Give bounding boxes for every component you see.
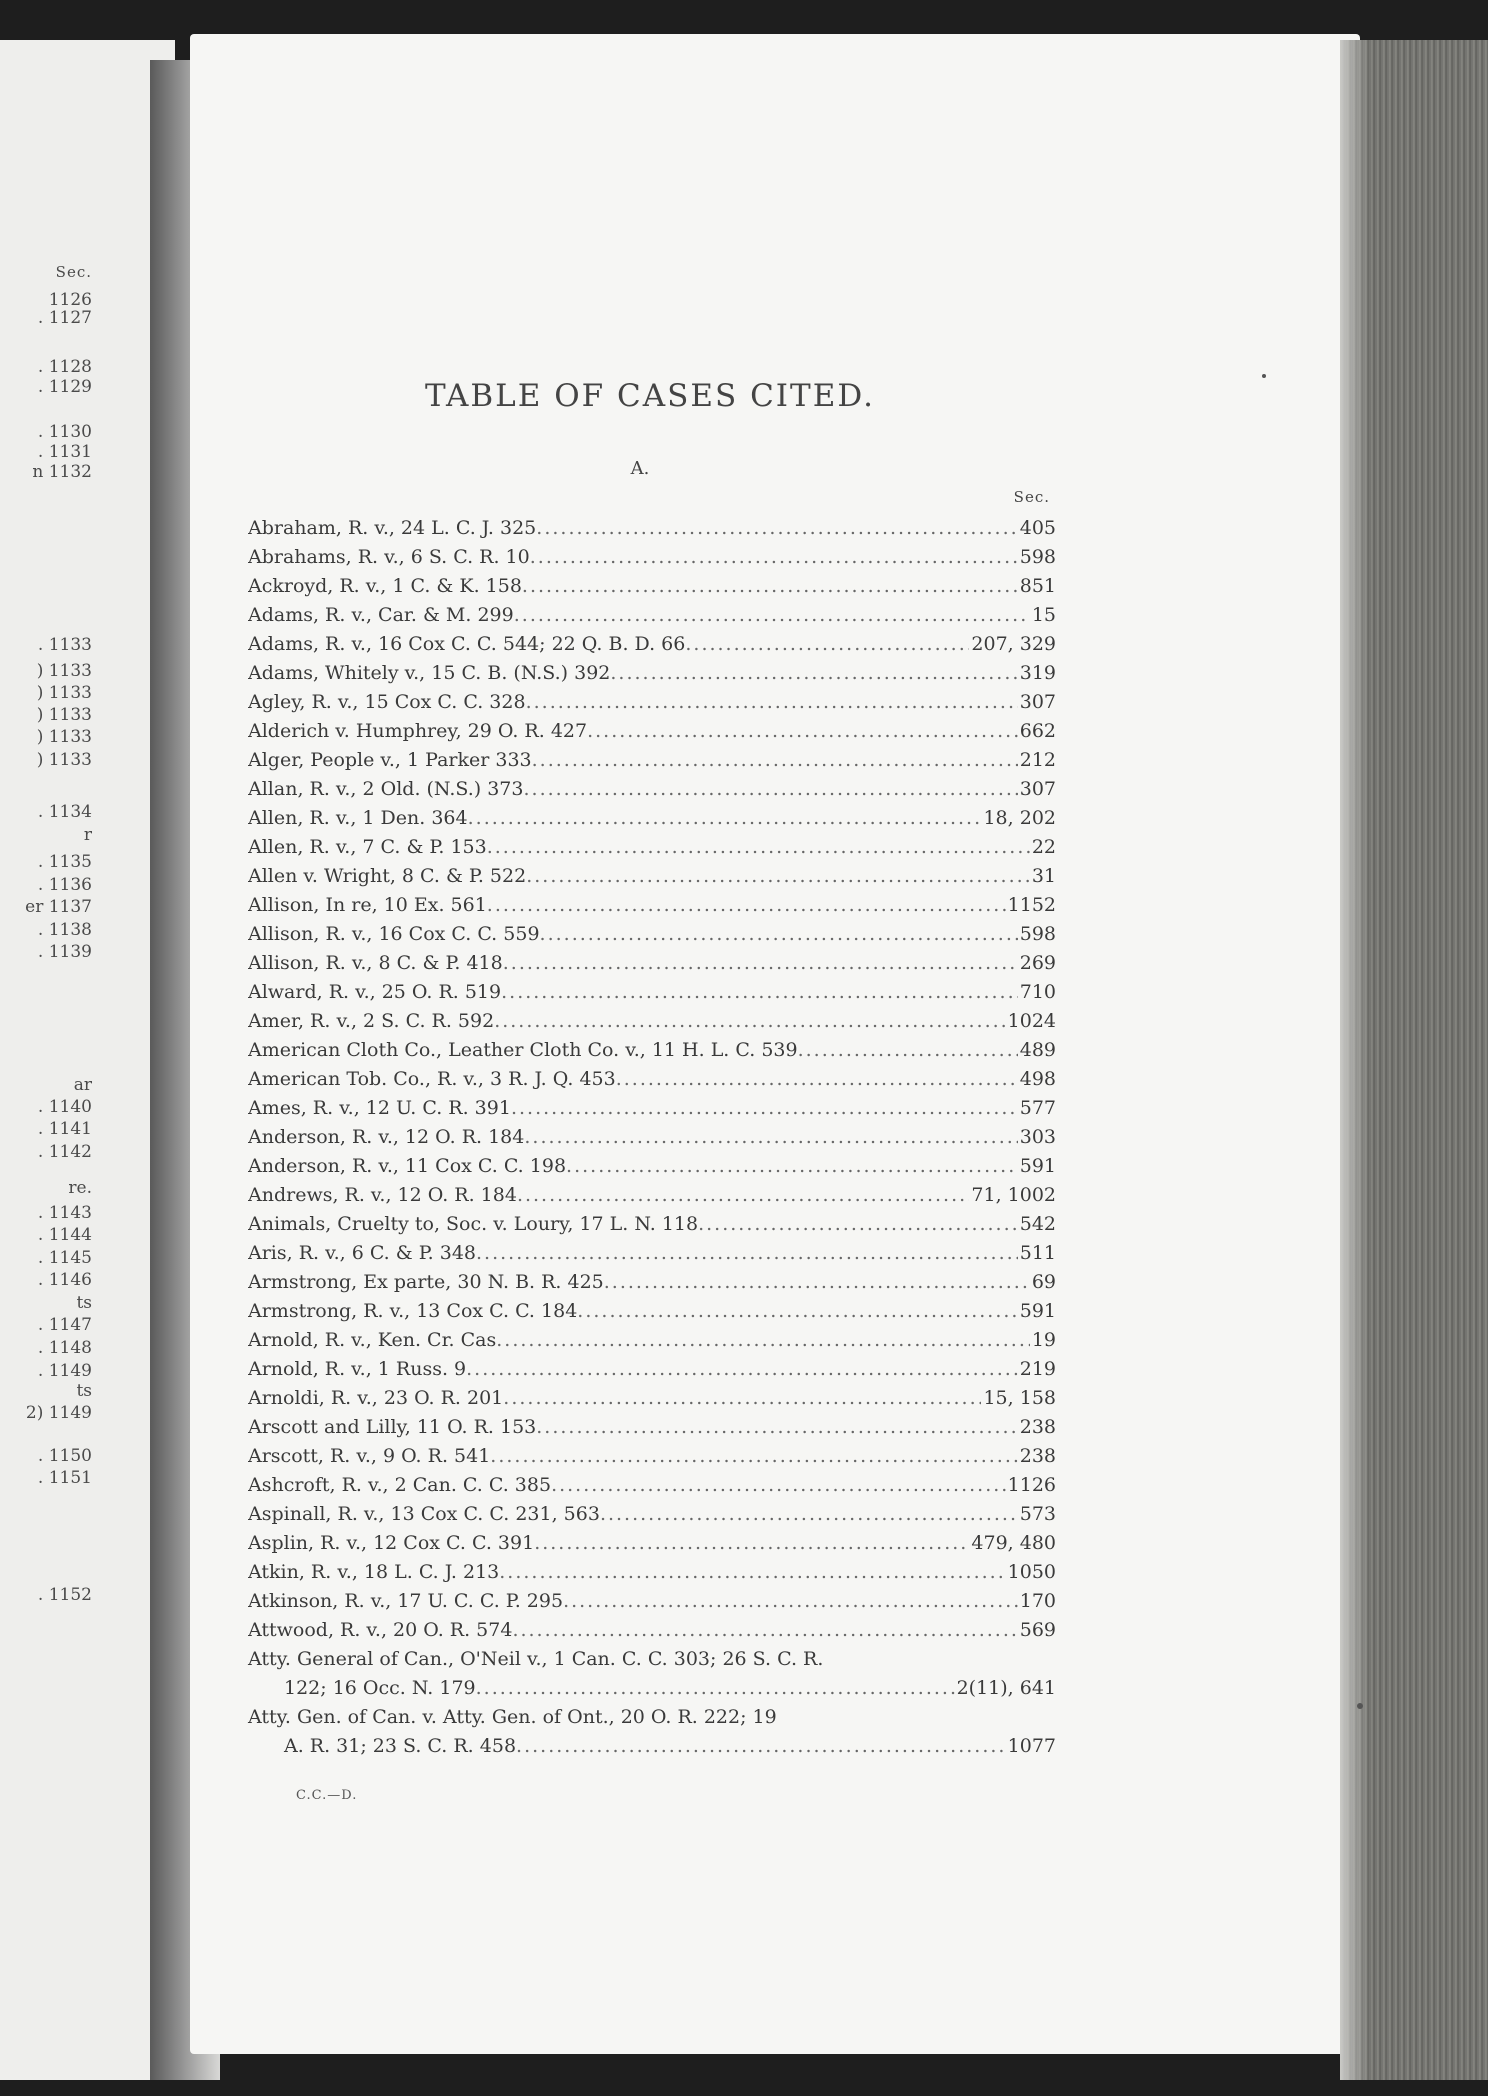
case-entry xyxy=(248,1326,1056,1355)
case-entry xyxy=(248,1268,1056,1297)
section-number: 212 xyxy=(1019,749,1056,771)
case-name: Arnold, R. v., 1 Russ. 9 xyxy=(248,1358,467,1380)
dot-leader xyxy=(698,1210,1018,1239)
section-number: 1126 xyxy=(1007,1474,1056,1496)
case-name: American Cloth Co., Leather Cloth Co. v., 11 H. L. C. 539 xyxy=(248,1039,798,1061)
case-entry xyxy=(248,1036,1056,1065)
case-name-continuation: A. R. 31; 23 S. C. R. 458 xyxy=(284,1735,517,1757)
case-name: Adams, R. v., 16 Cox C. C. 544; 22 Q. B. D. 66 xyxy=(248,633,686,655)
case-entry xyxy=(248,891,1056,920)
case-name: Alward, R. v., 25 O. R. 519 xyxy=(248,981,502,1003)
section-number: 18, 202 xyxy=(983,807,1056,829)
dot-leader xyxy=(503,1384,981,1413)
section-number: 170 xyxy=(1019,1590,1056,1612)
case-name: Aspinall, R. v., 13 Cox C. C. 231, 563 xyxy=(248,1503,600,1525)
dot-leader xyxy=(600,1500,1018,1529)
dot-leader xyxy=(476,1674,957,1703)
case-name: Anderson, R. v., 11 Cox C. C. 198 xyxy=(248,1155,567,1177)
section-column-header: Sec. xyxy=(1013,488,1050,506)
case-entry xyxy=(248,1181,1056,1210)
case-entry xyxy=(248,1703,1056,1761)
dot-leader xyxy=(514,601,1030,630)
case-entry xyxy=(248,1152,1056,1181)
case-name: Arscott, R. v., 9 O. R. 541 xyxy=(248,1445,491,1467)
dot-leader xyxy=(530,543,1018,572)
prev-page-fragment: . 1148 xyxy=(37,1338,92,1358)
case-entry xyxy=(248,1123,1056,1152)
section-number: 569 xyxy=(1019,1619,1056,1641)
case-entry xyxy=(248,920,1056,949)
section-number: 15, 158 xyxy=(983,1387,1056,1409)
section-number: 319 xyxy=(1019,662,1056,684)
prev-page-fragment: ts xyxy=(76,1381,92,1401)
prev-page-fragment: r xyxy=(83,825,92,845)
case-entry xyxy=(248,717,1056,746)
case-entry xyxy=(248,862,1056,891)
section-number: 238 xyxy=(1019,1416,1056,1438)
dot-leader xyxy=(468,804,982,833)
case-entry xyxy=(248,1297,1056,1326)
prev-page-fragment: . 1131 xyxy=(37,442,92,462)
case-entry xyxy=(248,1616,1056,1645)
prev-page-fragment: . 1146 xyxy=(37,1270,92,1290)
section-number: 19 xyxy=(1031,1329,1056,1351)
case-name: Atty. Gen. of Can. v. Atty. Gen. of Ont., 20 O. R. 222; 19 xyxy=(248,1706,777,1728)
case-name: Allan, R. v., 2 Old. (N.S.) 373 xyxy=(248,778,524,800)
section-number: 598 xyxy=(1019,546,1056,568)
section-number: 307 xyxy=(1019,778,1056,800)
case-entry xyxy=(248,978,1056,1007)
dot-leader xyxy=(490,1442,1017,1471)
previous-page xyxy=(0,40,175,2080)
case-name-continued xyxy=(248,1674,1056,1703)
prev-page-fragment: . 1143 xyxy=(37,1203,92,1223)
prev-page-fragment: . 1130 xyxy=(37,422,92,442)
section-letter: A. xyxy=(630,458,650,479)
dot-leader xyxy=(577,1297,1017,1326)
case-entry xyxy=(248,514,1056,543)
case-name: Armstrong, R. v., 13 Cox C. C. 184 xyxy=(248,1300,578,1322)
prev-page-fragment: . 1147 xyxy=(37,1315,92,1335)
case-name: Andrews, R. v., 12 O. R. 184 xyxy=(248,1184,517,1206)
case-name: Abrahams, R. v., 6 S. C. R. 10 xyxy=(248,546,530,568)
prev-page-fragment: ) 1133 xyxy=(36,661,92,681)
prev-page-fragment: . 1149 xyxy=(37,1361,92,1381)
section-number: 219 xyxy=(1019,1358,1056,1380)
prev-page-fragment: . 1145 xyxy=(37,1248,92,1268)
dot-leader xyxy=(798,1036,1018,1065)
case-name-continuation: 122; 16 Occ. N. 179 xyxy=(284,1677,476,1699)
dot-leader xyxy=(536,514,1017,543)
case-name: American Tob. Co., R. v., 3 R. J. Q. 453 xyxy=(248,1068,616,1090)
case-entry xyxy=(248,572,1056,601)
case-entry xyxy=(248,1413,1056,1442)
prev-page-fragment: . 1135 xyxy=(37,852,92,872)
prev-page-fragment: . 1151 xyxy=(37,1468,92,1488)
section-number: 71, 1002 xyxy=(971,1184,1056,1206)
prev-page-fragment: . 1128 xyxy=(37,357,92,377)
section-number: 542 xyxy=(1019,1213,1056,1235)
case-name: Agley, R. v., 15 Cox C. C. 328 xyxy=(248,691,526,713)
section-number: 577 xyxy=(1019,1097,1056,1119)
case-name: Ames, R. v., 12 U. C. R. 391 xyxy=(248,1097,511,1119)
section-number: 1050 xyxy=(1007,1561,1056,1583)
section-number: 710 xyxy=(1019,981,1056,1003)
dot-leader xyxy=(516,1732,1008,1761)
case-entry xyxy=(248,1094,1056,1123)
prev-page-fragment: . 1142 xyxy=(37,1142,92,1162)
prev-page-fragment: n 1132 xyxy=(32,462,92,482)
prev-page-fragment: . 1134 xyxy=(37,802,92,822)
prev-page-fragment: ts xyxy=(76,1293,92,1313)
case-name: Animals, Cruelty to, Soc. v. Loury, 17 L. N. 118 xyxy=(248,1213,699,1235)
section-number: 1024 xyxy=(1007,1010,1056,1032)
prev-page-fragment: . 1136 xyxy=(37,875,92,895)
case-name: Amer, R. v., 2 S. C. R. 592 xyxy=(248,1010,495,1032)
page-edges xyxy=(1340,40,1488,2080)
dot-leader xyxy=(604,1268,1030,1297)
scan-speck xyxy=(1357,1703,1363,1709)
dot-leader xyxy=(524,1123,1017,1152)
case-entry xyxy=(248,1210,1056,1239)
prev-page-fragment: . 1133 xyxy=(37,635,92,655)
section-number: 573 xyxy=(1019,1503,1056,1525)
prev-page-fragment: 1126 xyxy=(48,290,92,310)
case-name: Alderich v. Humphrey, 29 O. R. 427 xyxy=(248,720,588,742)
case-name: Adams, R. v., Car. & M. 299 xyxy=(248,604,514,626)
case-entry xyxy=(248,1587,1056,1616)
case-name: Alger, People v., 1 Parker 333 xyxy=(248,749,532,771)
case-entry xyxy=(248,833,1056,862)
case-entry xyxy=(248,1355,1056,1384)
case-entry xyxy=(248,949,1056,978)
section-number: 489 xyxy=(1019,1039,1056,1061)
dot-leader xyxy=(551,1471,1006,1500)
dot-leader xyxy=(494,1007,1005,1036)
prev-page-fragment: re. xyxy=(68,1178,92,1198)
section-number: 1077 xyxy=(1007,1735,1056,1757)
dot-leader xyxy=(616,1065,1018,1094)
dot-leader xyxy=(496,1326,1030,1355)
section-number: 31 xyxy=(1031,865,1056,887)
case-entry xyxy=(248,1500,1056,1529)
dot-leader xyxy=(487,833,1030,862)
case-entry xyxy=(248,1007,1056,1036)
case-name: Allen, R. v., 7 C. & P. 153 xyxy=(248,836,487,858)
prev-page-fragment: . 1139 xyxy=(37,942,92,962)
case-name: Ackroyd, R. v., 1 C. & K. 158 xyxy=(248,575,522,597)
dot-leader xyxy=(610,659,1017,688)
prev-page-fragment: . 1141 xyxy=(37,1119,92,1139)
case-entry xyxy=(248,1529,1056,1558)
prev-page-fragment: . 1150 xyxy=(37,1446,92,1466)
prev-page-fragment: . 1140 xyxy=(37,1097,92,1117)
prev-page-fragment: Sec. xyxy=(55,263,92,281)
case-entry xyxy=(248,659,1056,688)
case-name: Atty. General of Can., O'Neil v., 1 Can. C. C. 303; 26 S. C. R. xyxy=(248,1648,824,1670)
dot-leader xyxy=(566,1152,1018,1181)
dot-leader xyxy=(501,978,1018,1007)
prev-page-fragment: 2) 1149 xyxy=(25,1403,92,1423)
dot-leader xyxy=(536,1413,1017,1442)
case-name: Atkinson, R. v., 17 U. C. C. P. 295 xyxy=(248,1590,564,1612)
page-title: TABLE OF CASES CITED. xyxy=(425,378,875,414)
dot-leader xyxy=(587,717,1018,746)
prev-page-fragment: . 1152 xyxy=(37,1585,92,1605)
dot-leader xyxy=(534,1529,969,1558)
case-name: Allison, R. v., 8 C. & P. 418 xyxy=(248,952,503,974)
case-entry xyxy=(248,601,1056,630)
dot-leader xyxy=(526,862,1030,891)
case-entry xyxy=(248,804,1056,833)
case-name: Armstrong, Ex parte, 30 N. B. R. 425 xyxy=(248,1271,604,1293)
scan-speck xyxy=(1262,374,1266,378)
case-entry xyxy=(248,1442,1056,1471)
case-name-continued xyxy=(248,1732,1056,1761)
dot-leader xyxy=(526,688,1018,717)
section-number: 303 xyxy=(1019,1126,1056,1148)
prev-page-fragment: . 1127 xyxy=(37,308,92,328)
case-entry xyxy=(248,543,1056,572)
dot-leader xyxy=(523,775,1017,804)
section-number: 405 xyxy=(1019,517,1056,539)
section-number: 851 xyxy=(1019,575,1056,597)
printer-signature: C.C.—D. xyxy=(296,1788,358,1803)
case-list xyxy=(248,514,1056,1761)
case-entry xyxy=(248,1471,1056,1500)
prev-page-fragment: ) 1133 xyxy=(36,727,92,747)
dot-leader xyxy=(476,1239,1018,1268)
prev-page-fragment: . 1144 xyxy=(37,1225,92,1245)
case-entry xyxy=(248,1065,1056,1094)
case-name: Arnold, R. v., Ken. Cr. Cas xyxy=(248,1329,497,1351)
section-number: 307 xyxy=(1019,691,1056,713)
case-name: Arnoldi, R. v., 23 O. R. 201 xyxy=(248,1387,504,1409)
case-name: Allen v. Wright, 8 C. & P. 522 xyxy=(248,865,527,887)
section-number: 591 xyxy=(1019,1300,1056,1322)
prev-page-fragment: ) 1133 xyxy=(36,705,92,725)
case-entry xyxy=(248,1558,1056,1587)
case-name: Atkin, R. v., 18 L. C. J. 213 xyxy=(248,1561,500,1583)
section-number: 511 xyxy=(1019,1242,1056,1264)
section-number: 591 xyxy=(1019,1155,1056,1177)
prev-page-fragment: ar xyxy=(73,1075,92,1095)
case-name: Anderson, R. v., 12 O. R. 184 xyxy=(248,1126,525,1148)
case-entry xyxy=(248,775,1056,804)
section-number: 498 xyxy=(1019,1068,1056,1090)
case-name: Asplin, R. v., 12 Cox C. C. 391 xyxy=(248,1532,535,1554)
section-number: 662 xyxy=(1019,720,1056,742)
section-number: 69 xyxy=(1031,1271,1056,1293)
dot-leader xyxy=(511,1094,1018,1123)
case-name: Abraham, R. v., 24 L. C. J. 325 xyxy=(248,517,537,539)
section-number: 479, 480 xyxy=(971,1532,1056,1554)
dot-leader xyxy=(540,920,1018,949)
dot-leader xyxy=(532,746,1018,775)
section-number: 22 xyxy=(1031,836,1056,858)
case-entry xyxy=(248,746,1056,775)
case-name: Aris, R. v., 6 C. & P. 348 xyxy=(248,1242,476,1264)
case-name: Adams, Whitely v., 15 C. B. (N.S.) 392 xyxy=(248,662,611,684)
case-entry xyxy=(248,688,1056,717)
dot-leader xyxy=(685,630,969,659)
case-name: Allen, R. v., 1 Den. 364 xyxy=(248,807,468,829)
dot-leader xyxy=(522,572,1018,601)
dot-leader xyxy=(503,949,1018,978)
section-number: 238 xyxy=(1019,1445,1056,1467)
section-number: 207, 329 xyxy=(971,633,1056,655)
case-name: Arscott and Lilly, 11 O. R. 153 xyxy=(248,1416,537,1438)
dot-leader xyxy=(517,1181,969,1210)
case-name: Allison, In re, 10 Ex. 561 xyxy=(248,894,487,916)
case-name: Attwood, R. v., 20 O. R. 574 xyxy=(248,1619,513,1641)
case-name: Allison, R. v., 16 Cox C. C. 559 xyxy=(248,923,540,945)
case-entry xyxy=(248,630,1056,659)
section-number: 269 xyxy=(1019,952,1056,974)
prev-page-fragment: ) 1133 xyxy=(36,750,92,770)
prev-page-fragment: er 1137 xyxy=(25,897,92,917)
case-entry xyxy=(248,1645,1056,1703)
section-number: 1152 xyxy=(1007,894,1056,916)
prev-page-fragment: ) 1133 xyxy=(36,683,92,703)
prev-page-fragment: . 1138 xyxy=(37,920,92,940)
section-number: 15 xyxy=(1031,604,1056,626)
section-number: 598 xyxy=(1019,923,1056,945)
case-entry xyxy=(248,1239,1056,1268)
dot-leader xyxy=(563,1587,1018,1616)
case-entry xyxy=(248,1384,1056,1413)
case-name: Ashcroft, R. v., 2 Can. C. C. 385 xyxy=(248,1474,552,1496)
dot-leader xyxy=(487,891,1006,920)
dot-leader xyxy=(499,1558,1005,1587)
dot-leader xyxy=(466,1355,1018,1384)
dot-leader xyxy=(512,1616,1017,1645)
section-number: 2(11), 641 xyxy=(956,1677,1056,1699)
prev-page-fragment: . 1129 xyxy=(37,377,92,397)
